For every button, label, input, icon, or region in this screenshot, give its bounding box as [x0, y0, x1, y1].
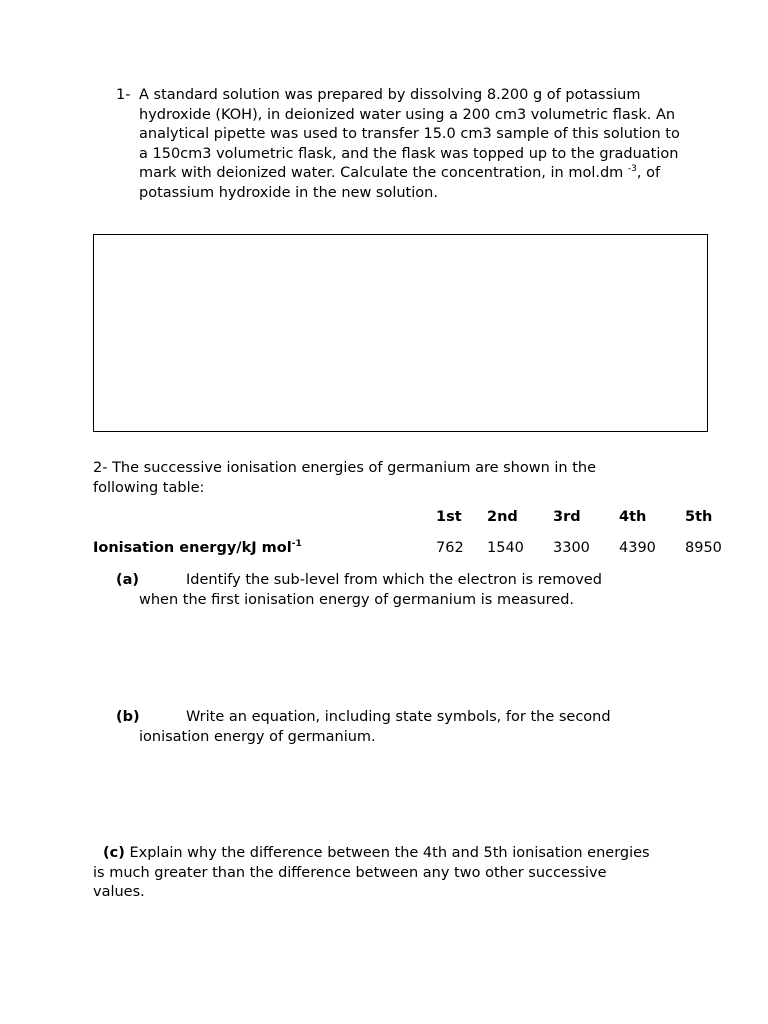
- question-2b-text-2: ionisation energy of germanium.: [139, 728, 376, 745]
- answer-box[interactable]: [93, 234, 708, 432]
- table-cell: 1540: [487, 540, 524, 556]
- question-1-text-end: , of potassium hydroxide in the new solution.: [139, 165, 661, 201]
- table-header-cell: 1st: [436, 509, 462, 525]
- question-2c-text: Explain why the difference between the 4th and 5th ionisation energies is much greater than the difference between any two other successive values.: [93, 845, 650, 901]
- question-2b-marker: (b): [116, 709, 140, 725]
- question-1: [116, 86, 716, 204]
- question-1-number: 1-: [116, 87, 131, 103]
- question-2a-text-1: Identify the sub-level from which the electron is removed: [186, 572, 602, 588]
- question-2a-text-2: when the first ionisation energy of germanium is measured.: [139, 591, 575, 608]
- question-2a-marker: (a): [116, 572, 140, 588]
- question-2b-text-1: Write an equation, including state symbols, for the second: [186, 709, 611, 725]
- question-2b: [116, 708, 656, 747]
- question-1-text: [139, 86, 684, 204]
- table-cell: 762: [436, 540, 464, 556]
- question-2a: [116, 571, 656, 610]
- ionisation-energy-table: [93, 509, 735, 560]
- table-header-cell: 3rd: [553, 509, 581, 525]
- question-2c: [93, 844, 653, 903]
- table-header-cell: 4th: [619, 509, 647, 525]
- table-cell: 4390: [619, 540, 656, 556]
- table-header-cell: 2nd: [487, 509, 518, 525]
- question-2c-marker: (c): [103, 845, 125, 861]
- table-row: [93, 540, 735, 560]
- question-1-text-main: A standard solution was prepared by dissolving 8.200 g of potassium hydroxide (KOH), in deionized water using a 200 cm3 volumetric flask. An analytical pipette was used to transfer 15.0 cm3 sample of this solution to a 150cm3 volumetric flask, and the flask was topped up to the graduation mark with deionized water. Calculate the concentration, in mol.dm: [139, 87, 680, 182]
- question-2b-line-1: [116, 708, 656, 728]
- table-row-label-text: Ionisation energy/kJ mol: [93, 540, 292, 556]
- question-2-intro: 2- The successive ionisation energies of germanium are shown in the following table:: [93, 460, 597, 496]
- unit-superscript: -3: [627, 164, 637, 175]
- table-header-cell: 5th: [685, 509, 713, 525]
- table-cell: 3300: [553, 540, 590, 556]
- table-row-label: [93, 540, 436, 560]
- table-row-label-sup: -1: [291, 539, 302, 549]
- table-header-row: [93, 509, 735, 540]
- question-2a-line-1: [116, 571, 656, 591]
- table-cell: 8950: [685, 540, 722, 556]
- table-header-empty: [93, 509, 436, 540]
